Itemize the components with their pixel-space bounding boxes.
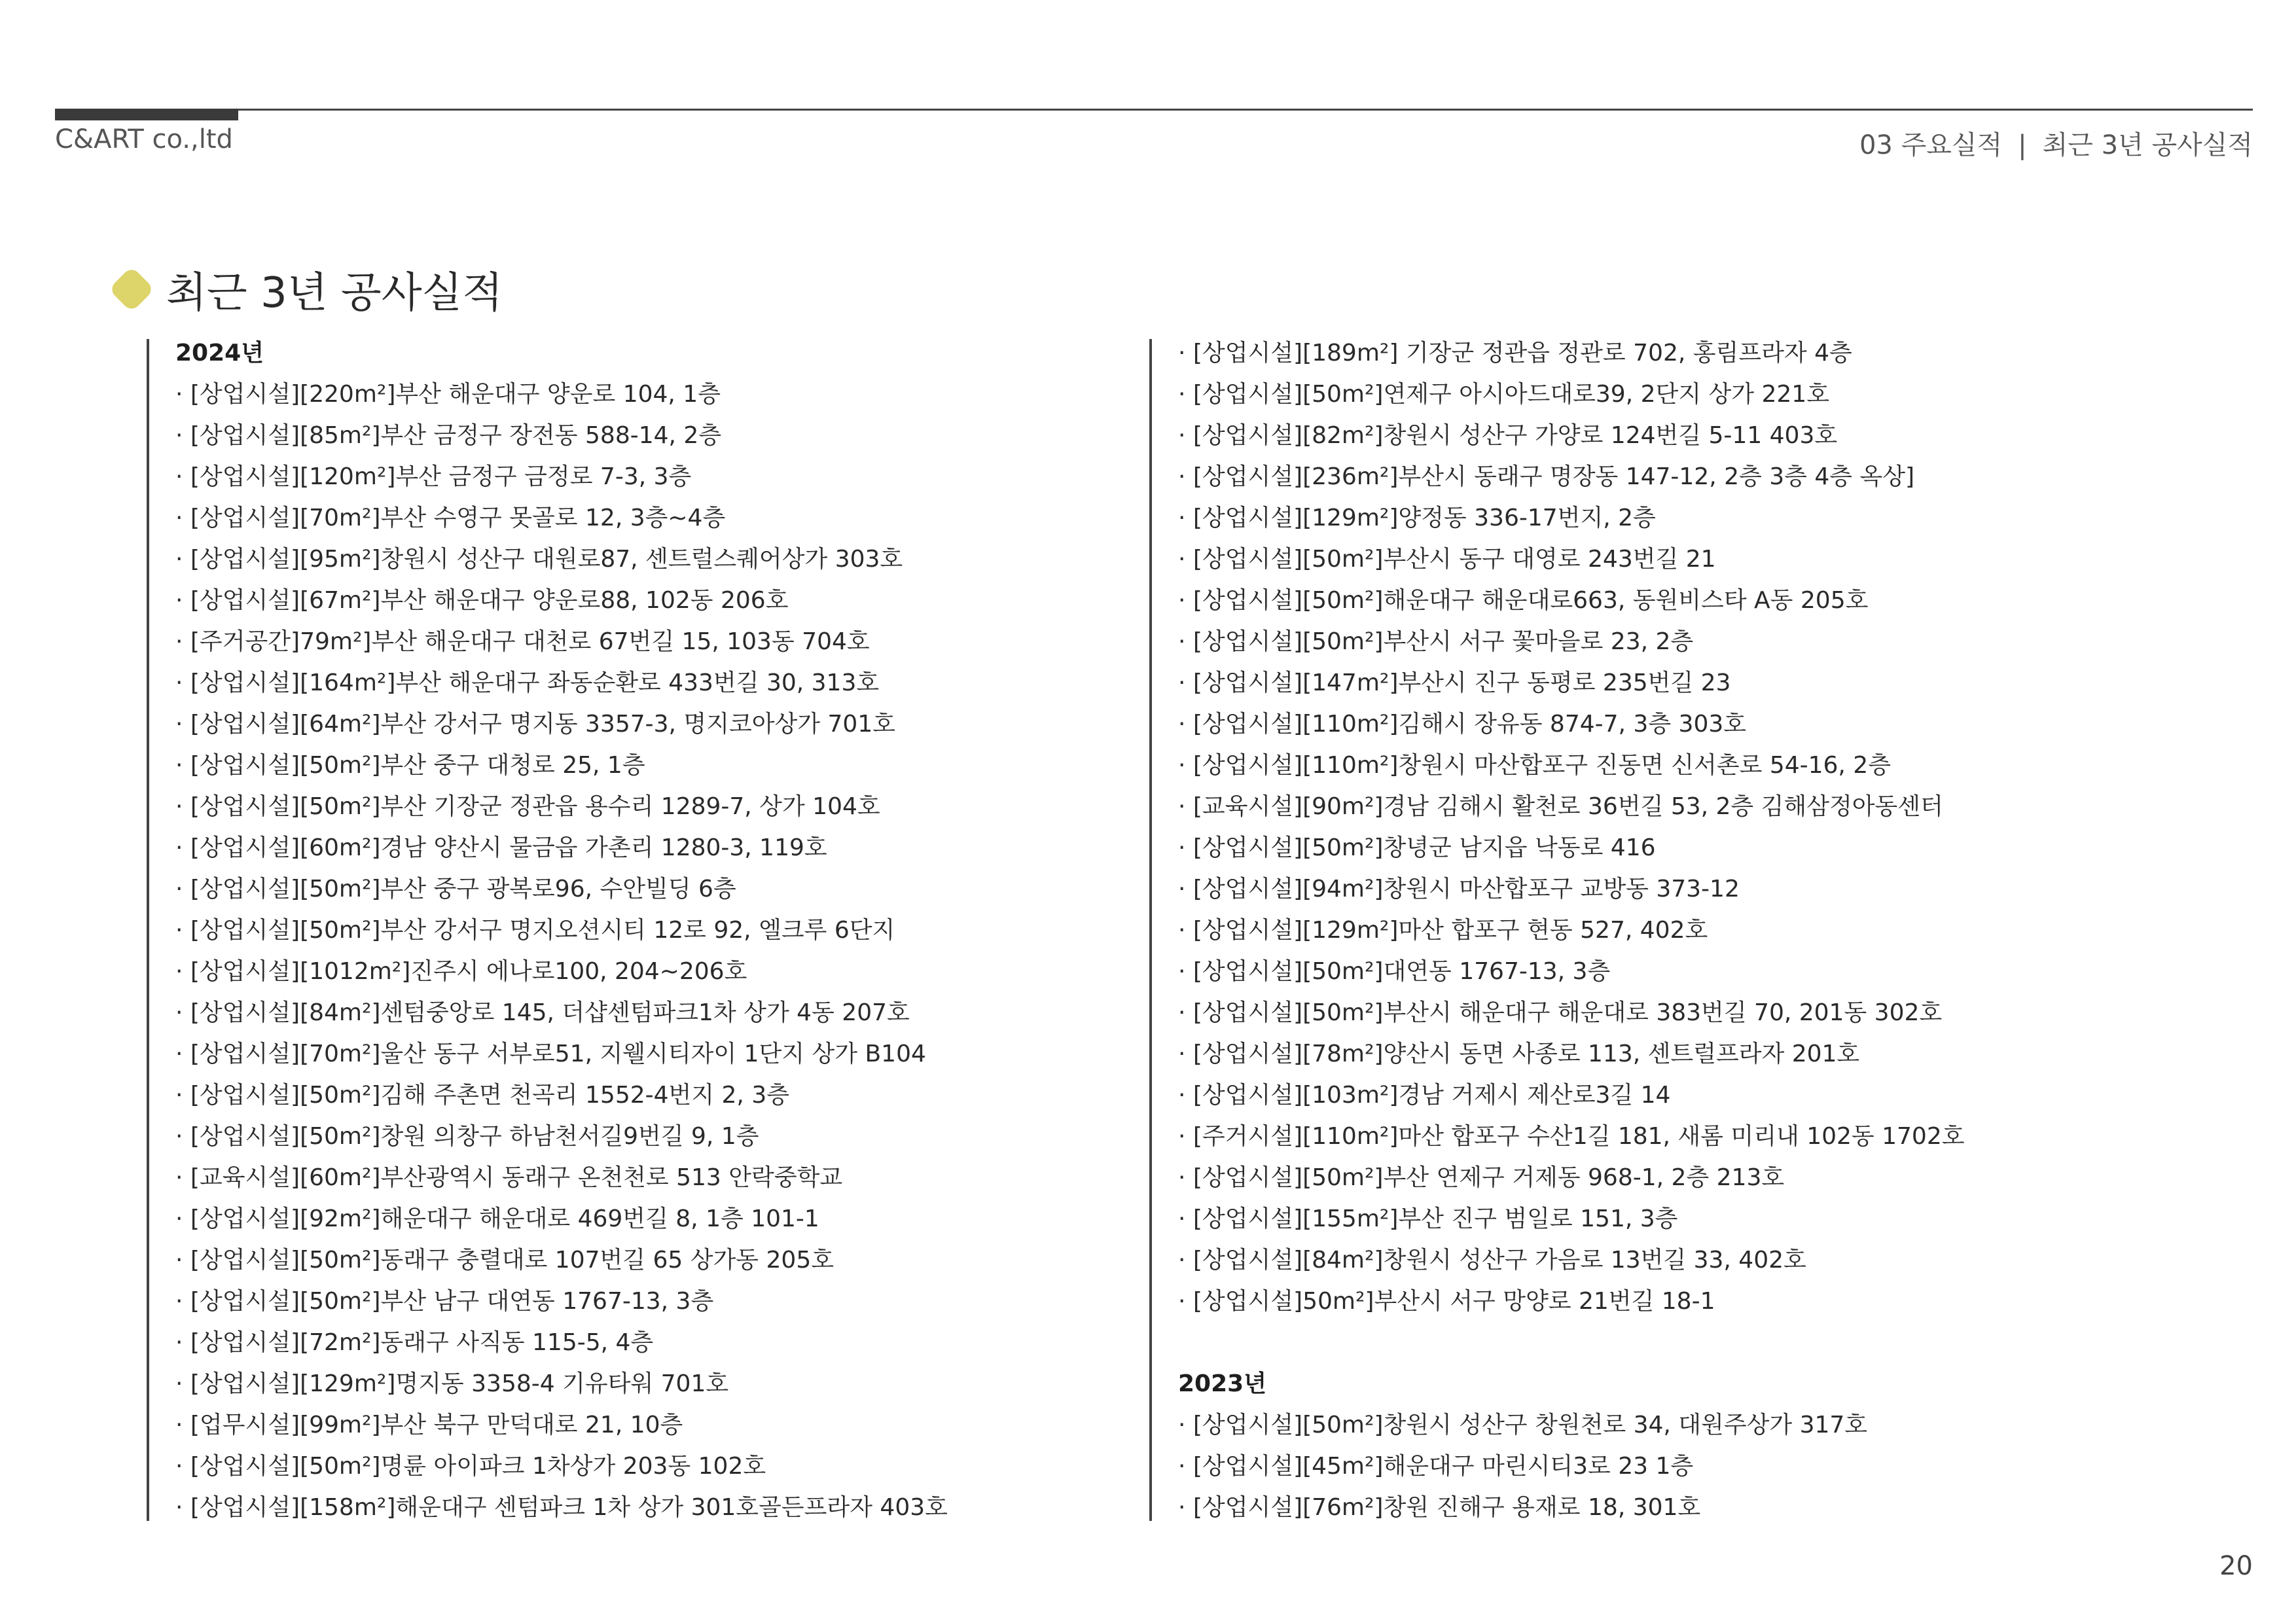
section-label: 03 주요실적 bbox=[1859, 130, 2003, 160]
list-item: · [상업시설][60m²]경남 양산시 물금읍 가촌리 1280-3, 119호 bbox=[175, 834, 827, 861]
list-item: · [상업시설][64m²]부산 강서구 명지동 3357-3, 명지코아상가 701호 bbox=[175, 711, 896, 738]
list-item: · [상업시설][50m²]동래구 충렬대로 107번길 65 상가동 205호 bbox=[175, 1247, 834, 1274]
list-item: · [상업시설][50m²]김해 주촌면 천곡리 1552-4번지 2, 3층 bbox=[175, 1082, 789, 1109]
list-item: · [상업시설][78m²]양산시 동면 사종로 113, 센트럴프라자 201호 bbox=[1178, 1041, 1860, 1067]
list-item: · [상업시설][85m²]부산 금정구 장전동 588-14, 2층 bbox=[175, 422, 722, 449]
list-item: · [상업시설][129m²]마산 합포구 현동 527, 402호 bbox=[1178, 917, 1708, 944]
list-item: · [상업시설][120m²]부산 금정구 금정로 7-3, 3층 bbox=[175, 463, 692, 490]
year-heading-2024: 2024년 bbox=[175, 340, 264, 366]
list-item: · [주거시설][110m²]마산 합포구 수산1길 181, 새롬 미리내 102동 1702호 bbox=[1178, 1123, 1965, 1150]
list-item: · [상업시설][164m²]부산 해운대구 좌동순환로 433번길 30, 313호 bbox=[175, 669, 880, 696]
list-item: · [상업시설][103m²]경남 거제시 제산로3길 14 bbox=[1178, 1082, 1671, 1109]
list-item: · [상업시설][95m²]창원시 성산구 대원로87, 센트럴스퀘어상가 303호 bbox=[175, 546, 903, 573]
project-items-2024-left bbox=[175, 380, 948, 1535]
list-item: · [상업시설][50m²]부산 연제구 거제동 968-1, 2층 213호 bbox=[1178, 1164, 1785, 1191]
list-item: · [상업시설][50m²]연제구 아시아드대로39, 2단지 상가 221호 bbox=[1178, 381, 1829, 408]
list-item: · [상업시설][76m²]창원 진해구 용재로 18, 301호 bbox=[1178, 1494, 1701, 1521]
list-item: · [상업시설][50m²]대연동 1767-13, 3층 bbox=[1178, 958, 1611, 985]
project-list-right bbox=[1149, 339, 1965, 1521]
list-item: · [상업시설][50m²]창녕군 남지읍 낙동로 416 bbox=[1178, 834, 1656, 861]
list-item: · [상업시설][50m²]부산 강서구 명지오션시티 12로 92, 엘크루 6단지 bbox=[175, 917, 895, 944]
section-gap bbox=[1178, 1329, 1965, 1370]
section-breadcrumb bbox=[1859, 124, 2253, 162]
list-item: · [교육시설][60m²]부산광역시 동래구 온천천로 513 안락중학교 bbox=[175, 1164, 843, 1191]
list-item: · [상업시설][50m²]부산시 해운대구 해운대로 383번길 70, 201동 302호 bbox=[1178, 999, 1943, 1026]
list-item: · [상업시설][1012m²]진주시 에나로100, 204~206호 bbox=[175, 958, 747, 985]
list-item: · [상업시설][50m²]부산 기장군 정관읍 용수리 1289-7, 상가 104호 bbox=[175, 793, 880, 820]
list-item: · [상업시설][158m²]해운대구 센텀파크 1차 상가 301호골든프라자 403호 bbox=[175, 1494, 948, 1521]
list-item: · [상업시설][50m²]부산시 서구 꽃마을로 23, 2층 bbox=[1178, 628, 1694, 655]
list-item: · [상업시설][94m²]창원시 마산합포구 교방동 373-12 bbox=[1178, 876, 1740, 902]
list-item: · [상업시설][84m²]창원시 성산구 가음로 13번길 33, 402호 bbox=[1178, 1247, 1806, 1274]
list-item: · [업무시설][99m²]부산 북구 만덕대로 21, 10층 bbox=[175, 1412, 683, 1438]
subsection-label: 최근 3년 공사실적 bbox=[2042, 130, 2253, 160]
year-heading-2023: 2023년 bbox=[1178, 1370, 1266, 1397]
list-item: · [상업시설][50m²]창원시 성산구 창원천로 34, 대원주상가 317호 bbox=[1178, 1412, 1868, 1438]
list-item: · [상업시설][147m²]부산시 진구 동평로 235번길 23 bbox=[1178, 669, 1731, 696]
page-title: 최근 3년 공사실적 bbox=[166, 269, 503, 317]
list-item: · [상업시설][50m²]부산 중구 광복로96, 수안빌딩 6층 bbox=[175, 876, 736, 902]
list-item: · [주거공간]79m²]부산 해운대구 대천로 67번길 15, 103동 704호 bbox=[175, 628, 870, 655]
page-number: 20 bbox=[2219, 1551, 2253, 1581]
list-item: · [상업시설]50m²]부산시 서구 망양로 21번길 18-1 bbox=[1178, 1288, 1715, 1315]
list-item: · [상업시설][110m²]창원시 마산합포구 진동면 신서촌로 54-16, 2층 bbox=[1178, 752, 1891, 779]
header-accent-bar bbox=[55, 109, 238, 120]
list-item: · [교육시설][90m²]경남 김해시 활천로 36번길 53, 2층 김해삼정아동센터 bbox=[1178, 793, 1943, 820]
project-list-left bbox=[147, 339, 948, 1521]
list-item: · [상업시설][70m²]부산 수영구 못골로 12, 3층~4층 bbox=[175, 505, 726, 531]
list-item: · [상업시설][50m²]부산 남구 대연동 1767-13, 3층 bbox=[175, 1288, 714, 1315]
list-item: · [상업시설][189m²] 기장군 정관읍 정관로 702, 홍림프라자 4층 bbox=[1178, 340, 1852, 366]
list-item: · [상업시설][82m²]창원시 성산구 가양로 124번길 5-11 403호 bbox=[1178, 422, 1838, 449]
list-item: · [상업시설][110m²]김해시 장유동 874-7, 3층 303호 bbox=[1178, 711, 1747, 738]
list-item: · [상업시설][70m²]울산 동구 서부로51, 지웰시티자이 1단지 상가 B104 bbox=[175, 1041, 926, 1067]
company-name: C&ART co.,ltd bbox=[55, 124, 233, 154]
project-items-2023 bbox=[1178, 1411, 1965, 1535]
list-item: · [상업시설][84m²]센텀중앙로 145, 더샵센텀파크1차 상가 4동 207호 bbox=[175, 999, 910, 1026]
list-item: · [상업시설][50m²]명륜 아이파크 1차상가 203동 102호 bbox=[175, 1453, 766, 1480]
list-item: · [상업시설][50m²]부산시 동구 대영로 243번길 21 bbox=[1178, 546, 1716, 573]
list-item: · [상업시설][236m²]부산시 동래구 명장동 147-12, 2층 3층 4층 옥상] bbox=[1178, 463, 1915, 490]
list-item: · [상업시설][50m²]창원 의창구 하남천서길9번길 9, 1층 bbox=[175, 1123, 759, 1150]
list-item: · [상업시설][155m²]부산 진구 범일로 151, 3층 bbox=[1178, 1205, 1678, 1232]
list-item: · [상업시설][50m²]해운대구 해운대로663, 동원비스타 A동 205호 bbox=[1178, 587, 1869, 614]
list-item: · [상업시설][45m²]해운대구 마린시티3로 23 1층 bbox=[1178, 1453, 1694, 1480]
list-item: · [상업시설][129m²]양정동 336-17번지, 2층 bbox=[1178, 505, 1656, 531]
page-title-block bbox=[110, 259, 503, 319]
project-items-2024-right bbox=[1178, 339, 1965, 1329]
list-item: · [상업시설][220m²]부산 해운대구 양운로 104, 1층 bbox=[175, 381, 721, 408]
header-rule bbox=[55, 109, 2253, 111]
list-item: · [상업시설][50m²]부산 중구 대청로 25, 1층 bbox=[175, 752, 645, 779]
diamond-bullet-icon bbox=[109, 266, 155, 313]
list-item: · [상업시설][67m²]부산 해운대구 양운로88, 102동 206호 bbox=[175, 587, 789, 614]
list-item: · [상업시설][129m²]명지동 3358-4 기유타워 701호 bbox=[175, 1370, 729, 1397]
list-item: · [상업시설][92m²]해운대구 해운대로 469번길 8, 1층 101-1 bbox=[175, 1205, 819, 1232]
breadcrumb-separator: | bbox=[2018, 130, 2027, 160]
list-item: · [상업시설][72m²]동래구 사직동 115-5, 4층 bbox=[175, 1329, 654, 1356]
